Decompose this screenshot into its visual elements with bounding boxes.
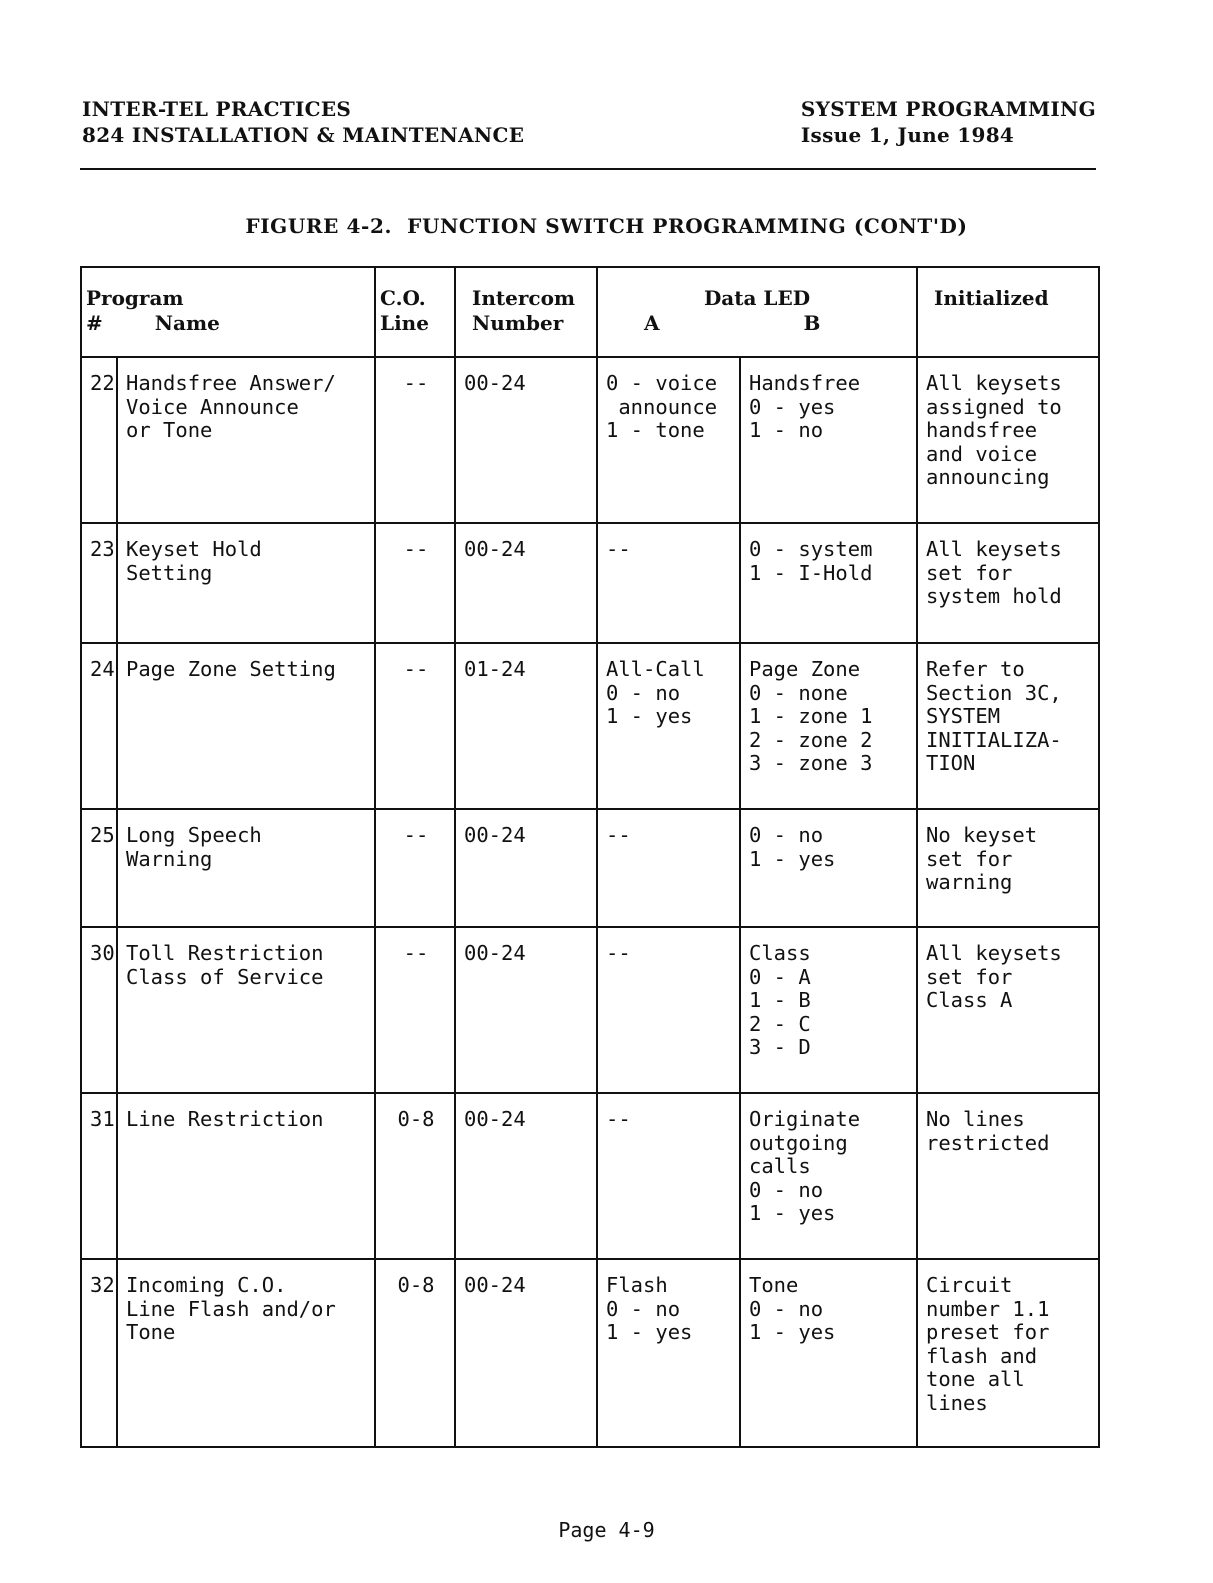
table-row [81,1093,1099,1259]
cell-intercom: 00-24 [455,927,597,1093]
header-manual: 824 INSTALLATION & MAINTENANCE [82,123,525,147]
cell-program-number: 22 [81,357,117,523]
table-row [81,643,1099,809]
cell-led-b: Page Zone 0 - none 1 - zone 1 2 - zone 2 3 - zone 3 [740,643,917,809]
table-row [81,809,1099,927]
column-data-led [597,267,917,357]
cell-initialized: Circuit number 1.1 preset for flash and tone all lines [917,1259,1099,1447]
column-co-line-2: Line [380,311,429,335]
cell-initialized: All keysets set for system hold [917,523,1099,643]
cell-led-b: 0 - system 1 - I-Hold [740,523,917,643]
column-intercom-2: Number [472,311,564,335]
cell-program-number: 31 [81,1093,117,1259]
column-co-line [375,267,455,357]
cell-led-b: Tone 0 - no 1 - yes [740,1259,917,1447]
column-program-name: Name [154,311,220,335]
cell-co-line: 0-8 [375,1259,455,1447]
column-initialized: Initialized [917,267,1099,357]
cell-intercom: 00-24 [455,523,597,643]
cell-initialized: Refer to Section 3C, SYSTEM INITIALIZA- TION [917,643,1099,809]
cell-program-name: Handsfree Answer/ Voice Announce or Tone [117,357,375,523]
cell-program-name: Page Zone Setting [117,643,375,809]
cell-intercom: 01-24 [455,643,597,809]
cell-program-name: Incoming C.O. Line Flash and/or Tone [117,1259,375,1447]
cell-led-b: Class 0 - A 1 - B 2 - C 3 - D [740,927,917,1093]
cell-led-a: -- [597,523,740,643]
cell-intercom: 00-24 [455,1093,597,1259]
cell-led-a: 0 - voice announce 1 - tone [597,357,740,523]
header-practices: INTER-TEL PRACTICES [82,97,352,121]
table-row [81,523,1099,643]
table-row [81,927,1099,1093]
header-issue: Issue 1, June 1984 [800,123,1015,147]
cell-co-line: -- [375,809,455,927]
cell-led-a: -- [597,809,740,927]
header-section: SYSTEM PROGRAMMING [800,97,1096,121]
cell-program-name: Toll Restriction Class of Service [117,927,375,1093]
cell-program-name: Keyset Hold Setting [117,523,375,643]
cell-co-line: -- [375,523,455,643]
cell-initialized: No keyset set for warning [917,809,1099,927]
column-intercom-1: Intercom [472,286,576,310]
table-row [81,1259,1099,1447]
column-data-led-label: Data LED [703,286,811,310]
figure-title: FIGURE 4-2. FUNCTION SWITCH PROGRAMMING (CONT'D) [245,214,968,238]
column-led-a: A [644,311,660,335]
cell-led-b: Handsfree 0 - yes 1 - no [740,357,917,523]
header-right [801,96,1096,148]
page-number: Page 4-9 [558,1518,655,1542]
cell-led-a: All-Call 0 - no 1 - yes [597,643,740,809]
cell-intercom: 00-24 [455,809,597,927]
column-program-num: # [86,311,103,335]
cell-program-name: Long Speech Warning [117,809,375,927]
cell-program-number: 24 [81,643,117,809]
cell-led-a: -- [597,1093,740,1259]
cell-led-a: -- [597,927,740,1093]
cell-intercom: 00-24 [455,1259,597,1447]
cell-initialized: No lines restricted [917,1093,1099,1259]
cell-co-line: -- [375,357,455,523]
column-co-line-1: C.O. [380,286,426,310]
cell-program-number: 32 [81,1259,117,1447]
cell-co-line: -- [375,927,455,1093]
cell-initialized: All keysets set for Class A [917,927,1099,1093]
cell-program-number: 23 [81,523,117,643]
cell-co-line: -- [375,643,455,809]
cell-initialized: All keysets assigned to handsfree and voice announcing [917,357,1099,523]
cell-program-number: 30 [81,927,117,1093]
header-left [82,96,524,148]
cell-co-line: 0-8 [375,1093,455,1259]
column-program-subhead [86,311,374,336]
cell-program-name: Line Restriction [117,1093,375,1259]
header-rule [80,168,1096,170]
cell-led-a: Flash 0 - no 1 - yes [597,1259,740,1447]
function-switch-table [80,266,1100,1448]
cell-led-b: 0 - no 1 - yes [740,809,917,927]
table-row [81,357,1099,523]
cell-intercom: 00-24 [455,357,597,523]
column-data-led-ab [598,311,916,336]
column-program-label: Program [86,286,184,310]
cell-led-b: Originate outgoing calls 0 - no 1 - yes [740,1093,917,1259]
column-led-b: B [803,311,821,335]
column-program [81,267,375,357]
column-intercom [455,267,597,357]
cell-program-number: 25 [81,809,117,927]
header-row [81,267,1099,357]
